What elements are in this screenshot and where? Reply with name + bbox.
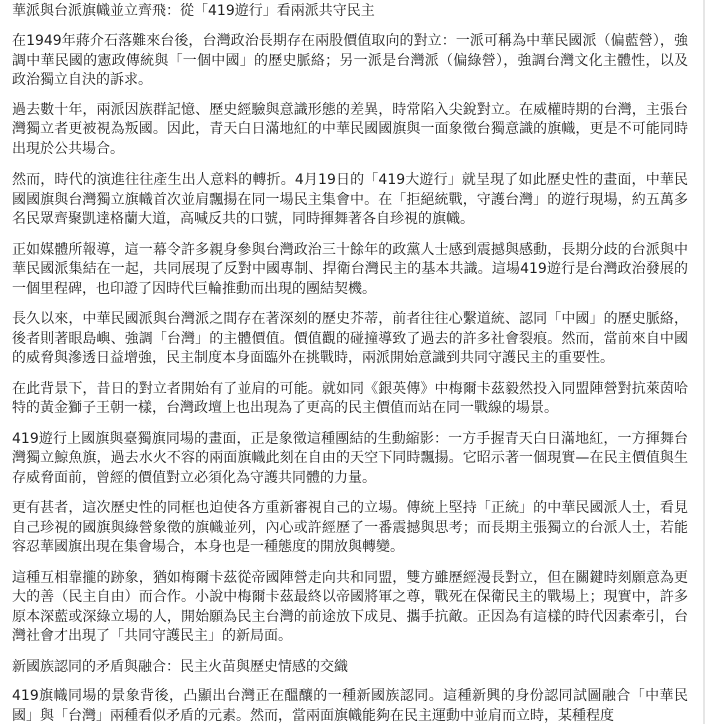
article-paragraph: 然而，時代的演進往往產生出人意料的轉折。4月19日的「419大遊行」就呈現了如此歷史性的畫面，中華民國國旗與台灣獨立旗幟首次並肩飄揚在同一場民主集會中。在「拒絕統戰，守護台灣」的遊行現場，約五萬多名民眾齊聚凱達格蘭大道，高喊反共的口號，同時揮舞著各自珍視的旗幟。 xyxy=(12,172,688,227)
article-paragraph: 這種互相靠攏的跡象，猶如梅爾卡茲從帝國陣營走向共和同盟，雙方雖歷經漫長對立，但在關鍵時刻願意為更大的善（民主自由）而合作。小說中梅爾卡茲最終以帝國將軍之尊，戰死在保衛民主的戰場上；現實中，許多原本深藍或深綠立場的人，開始願為民主台灣的前途放下成見、攜手抗敵。正因為有這樣的時代因素牽引，台灣社會才出現了「共同守護民主」的新局面。 xyxy=(12,569,688,644)
article-paragraph: 419遊行上國旗與臺獨旗同場的畫面，正是象徵這種團結的生動縮影：一方手握青天白日滿地紅，一方揮舞台灣獨立鯨魚旗，過去水火不容的兩面旗幟此刻在自由的天空下同時飄揚。它昭示著一個現實—在民主價值與生存威脅面前，曾經的價值對立必須化為守護共同體的力量。 xyxy=(12,430,688,486)
section-heading: 新國族認同的矛盾與融合：民主火苗與歷史情感的交織 xyxy=(12,658,348,675)
article-paragraph: 在1949年蔣介石落難來台後，台灣政治長期存在兩股價值取向的對立：一派可稱為中華民國派（偏藍營），強調中華民國的憲政傳統與「一個中國」的歷史脈絡；另一派是台灣派（偏綠營），強調台灣文化主體性，以及政治獨立自決的訴求。 xyxy=(12,33,688,88)
article-title: 華派與台派旗幟並立齊飛：從「419遊行」看兩派共守民主 xyxy=(12,3,375,19)
article-paragraph: 長久以來，中華民國派與台灣派之間存在著深刻的歷史芥蒂，前者往往心繫道統、認同「中國」的歷史脈絡，後者則著眼島嶼、強調「台灣」的主體價值。價值觀的碰撞導致了過去的許多社會裂痕。然而，當前來自中國的威脅與滲透日益增強，民主制度本身面臨外在挑戰時，兩派開始意識到共同守護民主的重要性。 xyxy=(12,311,688,366)
article-paragraph: 在此背景下，昔日的對立者開始有了並肩的可能。就如同《銀英傳》中梅爾卡茲毅然投入同盟陣營對抗萊茵哈特的黃金獅子王朝一樣，台灣政壇上也出現為了更高的民主價值而站在同一戰線的場景。 xyxy=(12,380,688,416)
article-paragraph: 419旗幟同場的景象背後，凸顯出台灣正在醞釀的一種新國族認同。這種新興的身份認同試圖融合「中華民國」與「台灣」兩種看似矛盾的元素。然而，當兩面旗幟能夠在民主運動中並肩而立時，某種程度 xyxy=(12,688,688,724)
article xyxy=(12,0,688,726)
article-paragraph: 過去數十年，兩派因族群記憶、歷史經驗與意識形態的差異，時常陷入尖銳對立。在威權時期的台灣，主張台灣獨立者更被視為叛國。因此，青天白日滿地紅的中華民國國旗與一面象徵台獨意識的旗幟，更是不可能同時出現於公共場合。 xyxy=(12,101,688,157)
article-paragraph: 更有甚者，這次歷史性的同框也迫使各方重新審視自己的立場。傳統上堅持「正統」的中華民國派人士，看見自己珍視的國旗與綠營象徵的旗幟並列，內心或許經歷了一番震撼與思考；而長期主張獨立的台派人士，若能容忍華國旗出現在集會場合，本身也是一種態度的開放與轉變。 xyxy=(12,500,688,555)
article-paragraph: 正如媒體所報導，這一幕令許多親身參與台灣政治三十餘年的政黨人士感到震撼與感動，長期分歧的台派與中華民國派集結在一起，共同展現了反對中國專制、捍衛台灣民主的基本共識。這場419遊行是台灣政治發展的一個里程碑，也印證了因時代巨輪推動而出現的團結契機。 xyxy=(12,241,688,297)
